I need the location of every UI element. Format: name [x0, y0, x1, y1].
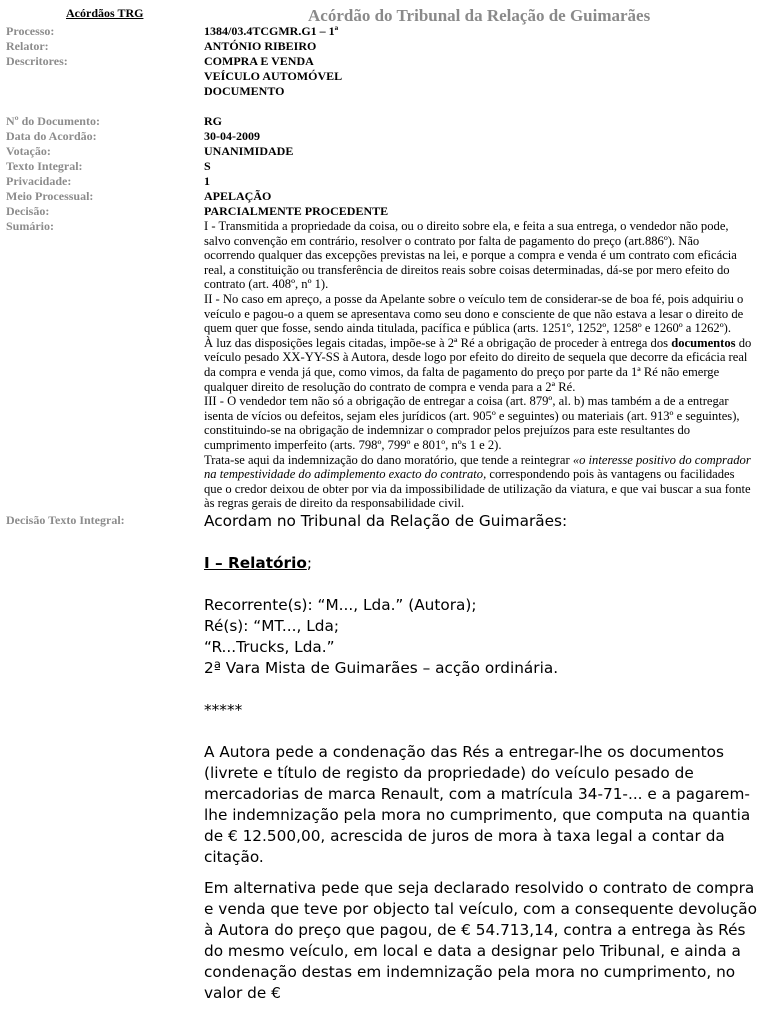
- row-votacao: [6, 144, 766, 159]
- section-heading-line: [204, 553, 760, 574]
- row-decisao-texto-integral: [6, 511, 766, 1004]
- descritor-item: DOCUMENTO: [204, 84, 285, 98]
- vara-line: 2ª Vara Mista de Guimarães – acção ordinária.: [204, 658, 559, 677]
- sumario-paragraph-5: [204, 453, 752, 511]
- row-descritores: [6, 54, 766, 114]
- descritor-spacer: [204, 99, 766, 114]
- res-line-1: Ré(s): “MT..., Lda;: [204, 616, 339, 635]
- label-texto-integral: Texto Integral:: [6, 159, 83, 173]
- paragraph-2: Em alternativa pede que seja declarado resolvido o contrato de compra e venda que teve por objecto tal veículo, com a consequente devolução à Autora do preço que pagou, de € 54.713,14, contra a entrega às Rés do mesmo veículo, em local e data a designar pelo Tribunal, e ainda a condenação destas em indemnização pela mora no cumprimento, no valor de €: [204, 878, 758, 1002]
- label-decisao-texto-integral: Decisão Texto Integral:: [6, 512, 125, 527]
- label-votacao: Votação:: [6, 144, 51, 158]
- label-decisao: Decisão:: [6, 204, 50, 218]
- value-meio-processual: APELAÇÃO: [204, 189, 272, 203]
- row-relator: [6, 39, 766, 54]
- label-processo: Processo:: [6, 24, 55, 38]
- row-meio-processual: [6, 189, 766, 204]
- row-data-acordao: [6, 129, 766, 144]
- sumario-p5-text: Trata-se aqui da indemnização do dano moratório, que tende a reintegrar: [204, 452, 573, 467]
- separator: *****: [204, 700, 243, 719]
- descritor-item: COMPRA E VENDA: [204, 54, 314, 68]
- sumario-paragraph-1: I - Transmitida a propriedade da coisa, ou o direito sobre ela, e feita a sua entrega, o vendedor não pode, salvo convenção em contrário, resolver o contrato por falta de pagamento do preço (art.886º). Não ocorrendo qualquer das excepções previstas na lei, e porque a compra e venda é um contrato com eficácia real, a constituição ou transferência de direitos reais sobre coisas determinadas, dá-se por mero efeito do contrato (art. 408º, nº 1).: [204, 219, 737, 292]
- value-processo: 1384/03.4TCGMR.G1 – 1ª: [204, 24, 339, 38]
- sumario-paragraph-4: III - O vendedor tem não só a obrigação de entregar a coisa (art. 879º, al. b) mas também a de a entregar isenta de vícios ou defeitos, sejam eles jurídicos (art. 905º e seguintes) ou materiais (art. 913º e seguintes), constituindo-se na obrigação de indemnizar o comprador pelos prejuízos para este resultantes do cumprimento imperfeito (arts. 798º, 799º e 801º, nºs 1 e 2).: [204, 394, 740, 452]
- value-texto-integral: S: [204, 159, 211, 173]
- section-heading-underlined: I – Relatório: [204, 553, 307, 572]
- row-privacidade: [6, 174, 766, 189]
- decisao-texto-integral-body: [204, 511, 760, 1004]
- opening-line: Acordam no Tribunal da Relação de Guimarães:: [204, 511, 568, 530]
- sumario-text: [204, 219, 752, 511]
- label-privacidade: Privacidade:: [6, 174, 72, 188]
- sumario-p3-text-end: do veículo pesado XX-YY-SS à Autora, desde logo por efeito do direito de sequela que decorre da eficácia real da compra e venda já que, como vimos, da falta de pagamento do preço por parte da 1ª Ré não emerge qualquer direito de resolução do contrato de compra e venda para a 2ª Ré.: [204, 335, 752, 394]
- value-decisao-texto-integral: [204, 511, 766, 1004]
- label-descritores: Descritores:: [6, 54, 68, 68]
- acordaos-trg-link[interactable]: Acórdãos TRG: [66, 6, 144, 20]
- section-heading: [204, 554, 307, 572]
- label-data-acordao: Data do Acordão:: [6, 129, 97, 143]
- value-descritores: [204, 54, 766, 114]
- sumario-p5-italic: «o interesse positivo do comprador na tempestividade do adimplemento exacto do contrato,: [204, 452, 751, 482]
- sumario-p3-bold: documentos: [671, 335, 736, 350]
- value-votacao: UNANIMIDADE: [204, 144, 294, 158]
- label-meio-processual: Meio Processual:: [6, 189, 94, 203]
- descritor-item: VEÍCULO AUTOMÓVEL: [204, 69, 343, 83]
- res-line-2: “R...Trucks, Lda.”: [204, 637, 335, 656]
- row-decisao: [6, 204, 766, 219]
- recorrente-line: Recorrente(s): “M..., Lda.” (Autora);: [204, 595, 477, 614]
- label-n-documento: Nº do Documento:: [6, 114, 100, 128]
- sumario-p5-text-end: correspondendo pois às vantagens ou facilidades que o credor deixou de obter por via da impossibilidade de utilização da viatura, e que vai buscar a sua fonte às regras gerais de direito da responsabilidade civil.: [204, 467, 751, 511]
- spacer: [204, 532, 760, 553]
- paragraph-1: A Autora pede a condenação das Rés a entregar-lhe os documentos (livrete e título de registo da propriedade) do veículo pesado de mercadorias de marca Renault, com a matrícula 34-71-... e a pagarem-lhe indemnização pela mora no cumprimento, que computa na quantia de € 12.500,00, acrescida de juros de mora à taxa legal a contar da citação.: [204, 742, 751, 866]
- row-texto-integral: [6, 159, 766, 174]
- value-data-acordao: 30-04-2009: [204, 129, 260, 143]
- document-metadata-table: [6, 24, 766, 1004]
- spacer: [204, 679, 760, 700]
- value-relator: ANTÓNIO RIBEIRO: [204, 39, 317, 53]
- value-privacidade: 1: [204, 174, 210, 188]
- value-n-documento: RG: [204, 114, 222, 128]
- label-sumario: Sumário:: [6, 219, 54, 233]
- spacer: [204, 868, 760, 878]
- section-heading-suffix: ;: [306, 553, 312, 572]
- label-relator: Relator:: [6, 39, 49, 53]
- row-sumario: [6, 219, 766, 511]
- sumario-paragraph-2: II - No caso em apreço, a posse da Apelante sobre o veículo tem de considerar-se de boa fé, pois adquiriu o veículo e pagou-o a quem se apresentava como seu dono e consciente de que não estava a lesar o direito de quem quer que fosse, sendo ainda titulada, pacífica e pública (arts. 1251º, 1252º, 1258º e 1260º a 1262º).: [204, 291, 744, 336]
- sumario-p3-text: À luz das disposições legais citadas, impõe-se à 2ª Ré a obrigação de proceder à entrega dos: [204, 335, 672, 350]
- row-n-documento: [6, 114, 766, 129]
- value-decisao: PARCIALMENTE PROCEDENTE: [204, 204, 389, 218]
- row-processo: [6, 24, 766, 39]
- page-title: Acórdão do Tribunal da Relação de Guimarães: [308, 6, 651, 25]
- spacer: [204, 721, 760, 742]
- spacer: [204, 574, 760, 595]
- sumario-paragraph-3: [204, 336, 752, 394]
- value-sumario: [204, 219, 766, 511]
